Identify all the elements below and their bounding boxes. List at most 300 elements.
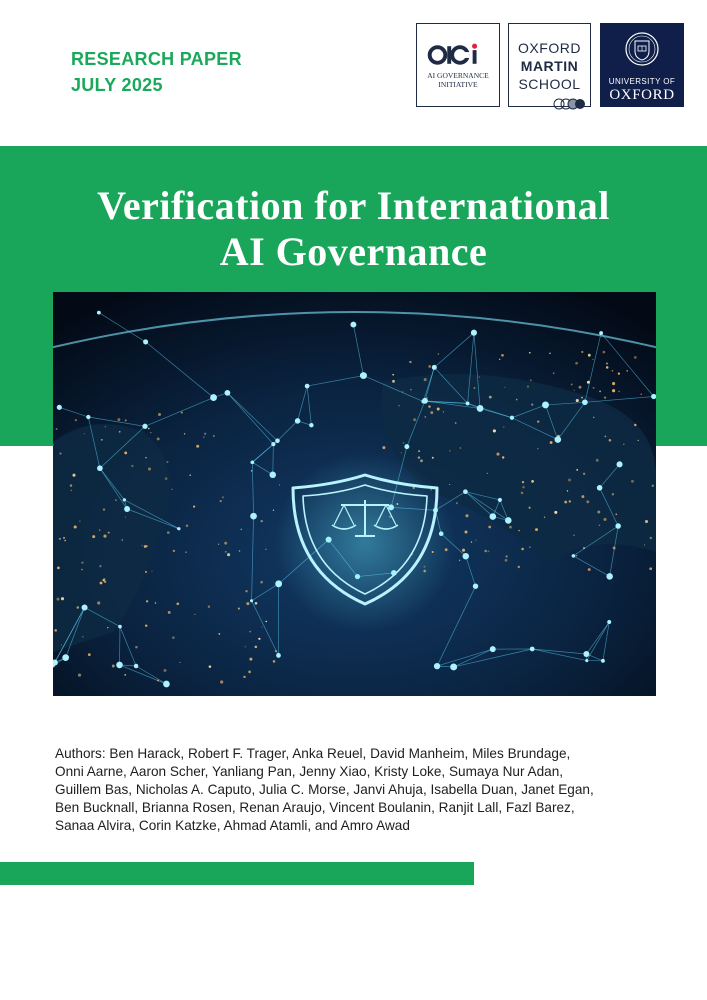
city-light <box>167 531 170 534</box>
city-light <box>273 510 274 511</box>
city-light <box>518 566 520 568</box>
city-light <box>208 606 210 608</box>
city-light <box>618 391 619 392</box>
network-node <box>143 339 148 344</box>
crest-icon <box>624 29 660 69</box>
city-light <box>473 387 475 389</box>
city-light <box>413 418 416 421</box>
city-light <box>401 452 402 453</box>
network-node <box>134 664 138 668</box>
cover-image <box>53 292 656 696</box>
city-light <box>135 646 138 649</box>
city-light <box>209 665 212 668</box>
city-light <box>105 426 106 427</box>
city-light <box>535 528 538 531</box>
network-node <box>490 646 496 652</box>
paper-title <box>0 183 707 275</box>
author-line: Onni Aarne, Aaron Scher, Yanliang Pan, Jenny Xiao, Kristy Loke, Sumaya Nur Adan, <box>55 764 564 779</box>
city-light <box>141 545 142 546</box>
city-light <box>569 500 571 502</box>
network-node <box>271 442 275 446</box>
city-light <box>529 352 531 354</box>
city-light <box>78 674 81 677</box>
city-light <box>537 420 539 422</box>
city-light <box>575 362 578 365</box>
network-node <box>116 662 123 669</box>
network-node <box>123 498 126 501</box>
network-node <box>82 604 88 610</box>
city-light <box>82 636 83 637</box>
city-light <box>63 537 65 539</box>
network-node <box>583 651 589 657</box>
city-light <box>592 359 593 360</box>
city-light <box>74 525 77 528</box>
city-light <box>588 354 591 357</box>
city-light <box>81 569 83 571</box>
city-light <box>623 444 625 446</box>
city-light <box>430 411 433 414</box>
network-node <box>305 384 310 389</box>
network-node <box>597 485 603 491</box>
city-light <box>460 447 462 449</box>
university-of-oxford-logo <box>600 23 684 107</box>
city-light <box>504 387 505 388</box>
city-light <box>612 389 615 392</box>
oms-circles-icon <box>553 97 589 111</box>
city-light <box>428 365 431 368</box>
city-light <box>506 555 508 557</box>
city-light <box>258 638 260 640</box>
city-light <box>148 428 150 430</box>
city-light <box>501 354 504 357</box>
city-light <box>181 412 183 414</box>
city-light <box>57 598 60 601</box>
city-light <box>249 631 251 633</box>
city-light <box>245 590 247 592</box>
city-light <box>581 351 583 353</box>
city-light <box>194 614 195 615</box>
city-light <box>173 550 175 552</box>
network-node <box>582 399 588 405</box>
city-light <box>84 433 85 434</box>
city-light <box>225 551 227 553</box>
city-light <box>398 405 399 406</box>
city-light <box>382 446 385 449</box>
city-light <box>121 539 123 541</box>
city-light <box>77 606 80 609</box>
network-node <box>210 394 217 401</box>
city-light <box>522 481 524 483</box>
city-light <box>537 448 538 449</box>
city-light <box>59 453 61 455</box>
network-node <box>250 599 253 602</box>
city-light <box>564 501 567 504</box>
city-light <box>157 437 160 440</box>
city-light <box>521 492 524 495</box>
city-light <box>583 473 585 475</box>
oms-line3: SCHOOL <box>518 76 581 92</box>
network-node <box>572 554 576 558</box>
network-node <box>471 330 477 336</box>
city-light <box>586 500 589 503</box>
city-light <box>224 542 227 545</box>
network-node <box>542 401 549 408</box>
author-line: Authors: Ben Harack, Robert F. Trager, Anka Reuel, David Manheim, Miles Brundage, <box>55 746 571 761</box>
network-node <box>62 654 69 661</box>
city-light <box>103 535 106 538</box>
city-light <box>502 456 504 458</box>
network-node <box>97 465 103 471</box>
network-node <box>163 681 170 688</box>
city-light <box>459 560 460 561</box>
network-node <box>270 472 276 478</box>
city-light <box>75 419 77 421</box>
city-light <box>529 547 530 548</box>
city-light <box>568 478 571 481</box>
city-light <box>437 408 440 411</box>
city-light <box>163 669 166 672</box>
city-light <box>615 513 617 515</box>
network-node <box>250 513 257 520</box>
city-light <box>261 520 263 522</box>
city-light <box>449 484 450 485</box>
city-light <box>392 374 394 376</box>
city-light <box>155 602 157 604</box>
network-node <box>250 460 254 464</box>
city-light <box>220 500 222 502</box>
network-node <box>615 523 620 528</box>
network-node <box>432 365 437 370</box>
city-light <box>218 633 220 635</box>
city-light <box>599 391 601 393</box>
network-node <box>225 390 231 396</box>
city-light <box>634 356 637 359</box>
city-light <box>54 629 57 632</box>
city-light <box>265 621 267 623</box>
city-light <box>193 506 195 508</box>
city-light <box>92 535 95 538</box>
network-node <box>350 322 356 328</box>
city-light <box>597 511 600 514</box>
city-light <box>185 551 186 552</box>
city-light <box>471 541 472 542</box>
city-light <box>248 671 251 674</box>
city-light <box>603 351 606 354</box>
city-light <box>70 484 72 486</box>
author-line: Ben Bucknall, Brianna Rosen, Renan Araujo, Vincent Boulanin, Ranjit Lall, Fazl Barez, <box>55 800 575 815</box>
city-light <box>462 549 465 552</box>
city-light <box>410 389 411 390</box>
city-light <box>426 397 427 398</box>
city-light <box>172 636 175 639</box>
city-light <box>549 352 551 354</box>
city-light <box>609 439 612 442</box>
city-light <box>505 559 508 562</box>
city-light <box>99 565 101 567</box>
network-node <box>57 405 62 410</box>
oxford-line2: OXFORD <box>609 87 675 103</box>
aigi-caption-line2: INITIATIVE <box>438 80 478 89</box>
aigi-logo-mark <box>417 42 499 68</box>
network-node <box>275 580 282 587</box>
network-node <box>276 653 281 658</box>
city-light <box>88 653 91 656</box>
oms-line2: MARTIN <box>520 58 579 74</box>
network-node <box>466 401 470 405</box>
city-light <box>553 372 554 373</box>
city-light <box>583 547 585 549</box>
city-light <box>265 549 266 550</box>
city-light <box>529 507 531 509</box>
city-light <box>145 571 147 573</box>
city-light <box>81 561 83 563</box>
city-light <box>71 490 72 491</box>
network-node <box>450 663 457 670</box>
city-light <box>131 465 133 467</box>
city-light <box>251 470 252 471</box>
city-light <box>579 386 582 389</box>
city-light <box>61 645 62 646</box>
city-light <box>475 540 476 541</box>
city-light <box>184 433 185 434</box>
city-light <box>465 514 468 517</box>
network-node <box>599 331 603 335</box>
city-light <box>246 602 249 605</box>
city-light <box>238 608 240 610</box>
network-node <box>490 513 497 520</box>
city-light <box>509 526 512 529</box>
network-node <box>585 659 588 662</box>
city-light <box>588 568 591 571</box>
city-light <box>64 540 66 542</box>
city-light <box>488 550 490 552</box>
city-light <box>218 544 219 545</box>
city-light <box>125 419 127 421</box>
city-light <box>522 486 525 489</box>
city-light <box>596 459 599 462</box>
network-node <box>617 461 623 467</box>
city-light <box>581 397 583 399</box>
city-light <box>103 508 105 510</box>
city-light <box>424 416 426 418</box>
city-light <box>227 553 230 556</box>
network-node <box>97 311 101 315</box>
city-light <box>531 404 533 406</box>
city-light <box>649 567 652 570</box>
city-light <box>487 473 488 474</box>
title-line1: Verification for International <box>97 183 610 228</box>
city-light <box>573 535 574 536</box>
city-light <box>593 417 595 419</box>
city-light <box>255 646 257 649</box>
city-light <box>261 627 262 628</box>
city-light <box>101 439 103 441</box>
network-node <box>473 584 478 589</box>
city-light <box>204 433 206 435</box>
city-light <box>220 680 223 683</box>
network-node <box>555 436 562 443</box>
city-light <box>650 537 653 540</box>
city-light <box>489 396 492 399</box>
city-light <box>222 496 224 498</box>
city-light <box>626 370 628 372</box>
city-light <box>241 529 242 530</box>
city-light <box>428 405 430 407</box>
city-light <box>531 480 534 483</box>
city-light <box>443 411 444 412</box>
city-light <box>107 627 108 628</box>
footer-accent-bar <box>0 862 474 885</box>
oms-line1: OXFORD <box>518 40 581 56</box>
city-light <box>196 445 199 448</box>
city-light <box>112 665 115 668</box>
network-node <box>177 527 180 530</box>
network-node <box>505 517 512 524</box>
city-light <box>587 381 590 384</box>
city-light <box>432 457 434 459</box>
city-light <box>56 428 58 430</box>
city-light <box>72 474 75 477</box>
aigi-caption-line1: AI GOVERNANCE <box>427 71 489 80</box>
city-light <box>641 394 642 395</box>
network-node <box>118 625 122 629</box>
oxford-martin-school-logo <box>508 23 591 107</box>
city-light <box>530 379 532 381</box>
city-light <box>213 435 215 437</box>
city-light <box>516 399 518 401</box>
network-node <box>530 647 535 652</box>
network-node <box>434 663 440 669</box>
city-light <box>576 399 579 402</box>
city-light <box>157 679 159 681</box>
city-light <box>104 581 106 583</box>
city-light <box>593 387 595 389</box>
city-light <box>260 581 263 584</box>
city-light <box>392 380 395 383</box>
city-light <box>99 529 100 530</box>
city-light <box>119 431 121 433</box>
aigi-logo <box>416 23 500 107</box>
city-light <box>465 531 468 534</box>
city-light <box>518 530 520 532</box>
city-light <box>150 432 151 433</box>
city-light <box>152 571 153 572</box>
city-light <box>652 485 654 487</box>
city-light <box>576 469 578 471</box>
network-node <box>275 438 280 443</box>
city-light <box>613 547 616 550</box>
city-light <box>148 467 151 470</box>
city-light <box>168 611 171 614</box>
city-light <box>166 461 168 463</box>
network-node <box>477 405 484 412</box>
city-light <box>186 524 188 526</box>
city-light <box>604 396 606 398</box>
network-node <box>295 418 301 424</box>
city-light <box>603 518 606 521</box>
city-light <box>124 674 126 676</box>
network-node <box>309 423 313 427</box>
city-light <box>189 474 191 476</box>
city-light <box>124 452 127 455</box>
city-light <box>488 526 491 529</box>
city-light <box>606 363 608 365</box>
city-light <box>403 442 405 444</box>
city-light <box>634 424 636 426</box>
oxford-line1: UNIVERSITY OF <box>608 77 676 86</box>
city-light <box>117 418 120 421</box>
city-light <box>125 517 126 518</box>
city-light <box>484 550 487 553</box>
city-light <box>273 660 276 663</box>
city-light <box>100 582 103 585</box>
city-light <box>239 550 241 552</box>
city-light <box>275 650 277 652</box>
city-light <box>145 457 146 458</box>
city-light <box>575 555 577 557</box>
city-light <box>618 373 620 375</box>
city-light <box>455 422 457 424</box>
city-light <box>645 520 648 523</box>
network-node <box>498 498 502 502</box>
city-light <box>171 489 172 490</box>
network-node <box>360 372 367 379</box>
network-node <box>124 506 130 512</box>
publication-meta <box>71 46 242 98</box>
network-node <box>607 620 611 624</box>
city-light <box>108 532 110 534</box>
publication-date: JULY 2025 <box>71 75 163 95</box>
city-light <box>279 484 280 485</box>
network-node <box>463 553 469 559</box>
city-light <box>612 382 615 385</box>
network-node <box>404 444 409 449</box>
network-node <box>463 489 468 494</box>
network-node <box>422 398 428 404</box>
city-light <box>599 525 601 527</box>
city-light <box>255 602 258 605</box>
city-light <box>243 676 245 678</box>
network-node <box>86 415 90 419</box>
author-list <box>55 745 667 835</box>
city-light <box>249 658 252 661</box>
network-node <box>601 659 605 663</box>
city-light <box>493 429 496 432</box>
city-light <box>203 436 204 437</box>
city-light <box>245 646 246 647</box>
city-light <box>567 490 568 491</box>
city-light <box>612 370 614 372</box>
city-light <box>496 453 499 456</box>
city-light <box>544 517 545 518</box>
city-light <box>479 376 480 377</box>
city-light <box>418 456 420 458</box>
city-light <box>424 378 427 381</box>
city-light <box>438 353 439 354</box>
city-light <box>176 602 179 605</box>
city-light <box>165 477 168 480</box>
city-light <box>115 499 116 500</box>
city-light <box>499 359 500 360</box>
city-light <box>97 601 100 604</box>
city-light <box>573 390 574 391</box>
city-light <box>503 426 504 427</box>
city-light <box>527 385 529 387</box>
city-light <box>581 495 584 498</box>
city-light <box>179 662 180 663</box>
city-light <box>644 544 645 545</box>
city-light <box>638 440 639 441</box>
